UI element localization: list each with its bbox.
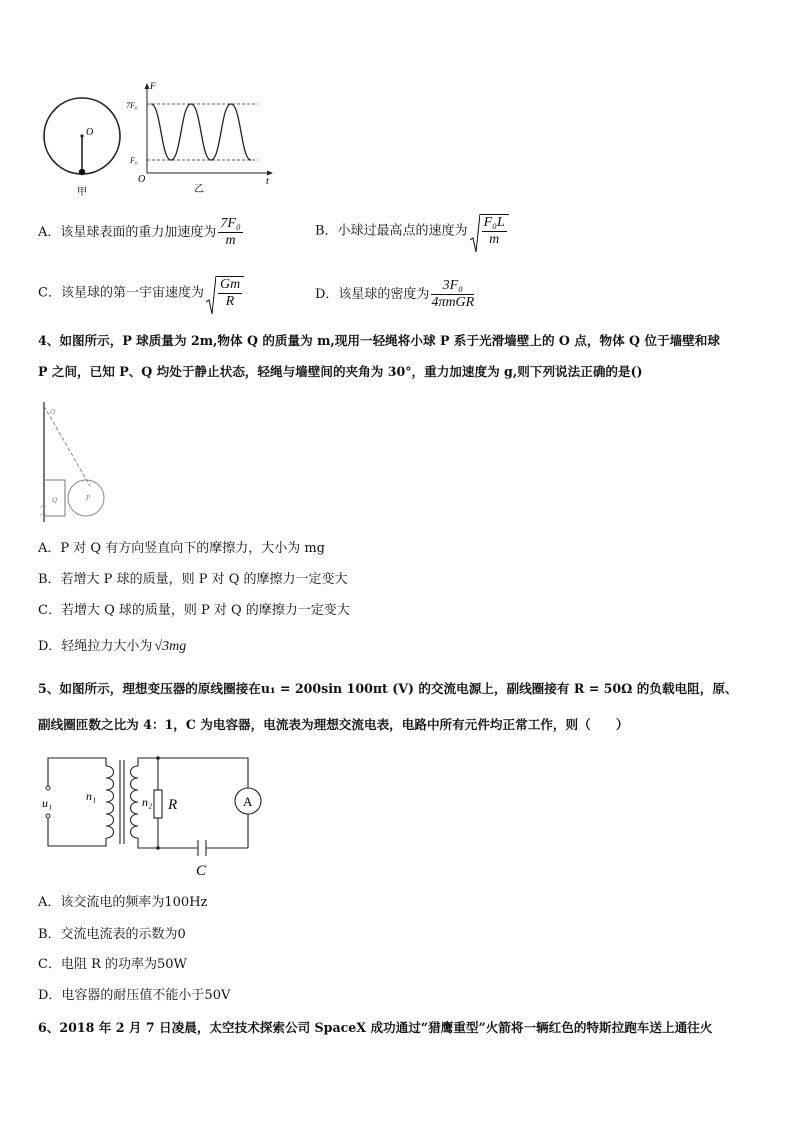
q3-option-a-num: 7F₀ [220,216,241,231]
q4-option-a: A．P 对 Q 有方向竖直向下的摩擦力，大小为 mg [38,541,325,556]
caption-yi: 乙 [194,184,204,195]
secondary-wire-top [138,758,248,788]
primary-coil [106,766,114,838]
q3-option-d-frac [431,278,474,311]
label-ammeter: A [243,794,253,809]
q3-option-c-sqrt [206,276,244,310]
q3-option-c-den: R [225,294,235,309]
q4-stem-line2: P 之间，已知 P、Q 均处于静止状态，轻绳与墙壁间的夹角为 30°，重力加速度为 g,则下列说法正确的是() [38,364,643,379]
q4-option-d-math: √3mg [154,639,187,654]
label-q: Q [52,496,58,504]
label-u1: u₁ [42,796,53,810]
q3-option-b-num: F₀L [483,215,505,230]
q3-option-d-text: D．该星球的密度为 [315,287,430,302]
q4-option-d-text: D．轻绳拉力大小为 [38,639,153,654]
label-o: O [50,408,56,416]
q4-stem-line1: 4、如图所示，P 球质量为 2m,物体 Q 的质量为 m,现用一轻绳将小球 P 系于光滑墙壁上的 O 点，物体 Q 位于墙壁和球 [38,333,720,348]
label-r: R [168,797,178,813]
label-n2: n₂ [142,795,153,809]
q3-option-b-sqrt [470,214,509,248]
secondary-coil [131,766,139,838]
q3-option-d [315,278,474,311]
label-n1: n₁ [86,789,97,803]
q3-figure [30,78,290,203]
q5-option-c: C．电阻 R 的功率为50W [38,957,187,972]
q3-option-c-num: Gm [219,277,241,292]
q5-option-d: D．电容器的耐压值不能小于50V [38,988,231,1003]
label-p: P [86,494,91,502]
q3-option-b [315,214,509,248]
q3-option-a [38,216,243,249]
q3-option-d-den: 4πmGR [431,295,475,310]
q3-option-b-den: m [489,232,500,247]
caption-jia: 甲 [77,187,87,198]
q6-stem-line1: 6、2018 年 2 月 7 日凌晨，太空技术探索公司 SpaceX 成功通过“猎鹰重型”火箭将一辆红色的特斯拉跑车送上通往火 [38,1020,713,1035]
q4-figure [30,398,120,526]
cosine-curve [151,104,251,160]
q3-option-a-den: m [225,233,236,248]
q4-option-d [38,638,186,656]
secondary-wire-bottom [138,838,198,848]
level-7f0-label: 7F₀ [126,101,138,110]
q5-stem-line2: 副线圈匝数之比为 4：1，C 为电容器，电流表为理想交流电表，电路中所有元件均正常工作，则（ ） [38,717,629,732]
q4-option-c: C．若增大 Q 球的质量，则 P 对 Q 的摩擦力一定变大 [38,603,350,618]
q5-circuit [38,750,268,880]
resistor [154,790,162,818]
q3-option-a-text: A．该星球表面的重力加速度为 [38,225,217,240]
q3-option-a-frac [218,216,242,249]
ball [79,169,85,175]
axis-t-label: t [266,176,269,187]
x-arrow [267,171,273,176]
rope [44,406,90,486]
q3-option-b-text: B．小球过最高点的速度为 [315,223,468,239]
level-f0-label: F₀ [130,156,138,165]
center-point [80,134,83,137]
q3-option-d-num: 3F₀ [431,278,474,295]
label-o-circle: O [86,127,94,138]
q3-option-c-text: C．该星球的第一宇宙速度为 [38,285,204,301]
primary-wire-bottom [48,816,106,846]
q5-stem-line1: 5、如图所示，理想变压器的原线圈接在u₁ = 200sin 100πt (V) 的交流电源上，副线圈接有 R = 50Ω 的负载电阻，原、 [38,681,738,696]
q3-option-c [38,276,244,310]
y-arrow [145,83,150,89]
axis-f-label: F [150,81,156,91]
label-c: C [196,863,207,879]
origin-label: O [138,174,146,185]
q5-option-a: A．该交流电的频率为100Hz [38,895,208,910]
q4-option-b: B．若增大 P 球的质量，则 P 对 Q 的摩擦力一定变大 [38,572,348,587]
q5-option-b: B．交流电流表的示数为0 [38,927,186,942]
primary-wire-top [48,758,106,788]
